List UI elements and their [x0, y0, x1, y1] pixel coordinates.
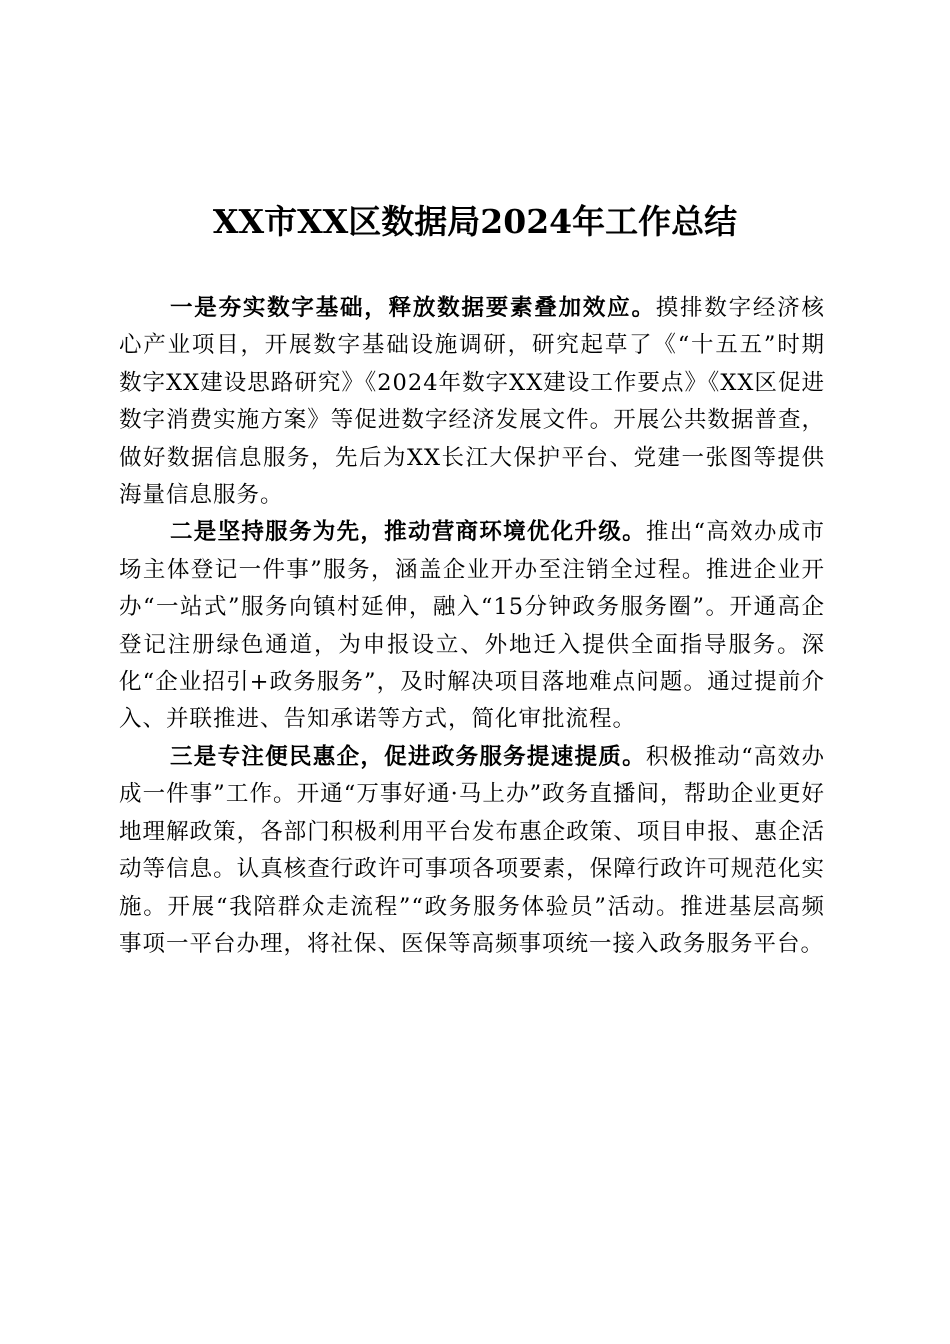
document-title: XX市XX区数据局2024年工作总结 [212, 202, 738, 241]
paragraph-2 [119, 514, 825, 738]
paragraph-3 [119, 739, 825, 963]
document-body [119, 290, 825, 963]
paragraph-3-lead: 三是专注便民惠企，促进政务服务提速提质。 [170, 743, 646, 770]
paragraph-1-text: 摸排数字经济核心产业项目，开展数字基础设施调研，研究起草了《“十五五”时期数字XX建设思路研究》《2024年数字XX建设工作要点》《XX区促进数字消费实施方案》等促进数字经济发展文件。开展公共数据普查，做好数据信息服务，先后为XX长江大保护平台、党建一张图等提供海量信息服务。 [119, 295, 825, 509]
paragraph-2-text: 推出“高效办成市场主体登记一件事”服务，涵盖企业开办至注销全过程。推进企业开办“一站式”服务向镇村延伸，融入“15分钟政务服务圈”。开通高企登记注册绿色通道，为申报设立、外地迁入提供全面指导服务。深化“企业招引+政务服务”，及时解决项目落地难点问题。通过提前介入、并联推进、告知承诺等方式，简化审批流程。 [119, 519, 825, 733]
paragraph-2-lead: 二是坚持服务为先，推动营商环境优化升级。 [170, 519, 646, 546]
paragraph-1 [119, 290, 825, 514]
paragraph-1-lead: 一是夯实数字基础，释放数据要素叠加效应。 [170, 295, 656, 321]
paragraph-3-text: 积极推动“高效办成一件事”工作。开通“万事好通·马上办”政务直播间，帮助企业更好地理解政策，各部门积极利用平台发布惠企政策、项目申报、惠企活动等信息。认真核查行政许可事项各项要素，保障行政许可规范化实施。开展“我陪群众走流程”“政务服务体验员”活动。推进基层高频事项一平台办理，将社保、医保等高频事项统一接入政务服务平台。 [119, 743, 825, 957]
